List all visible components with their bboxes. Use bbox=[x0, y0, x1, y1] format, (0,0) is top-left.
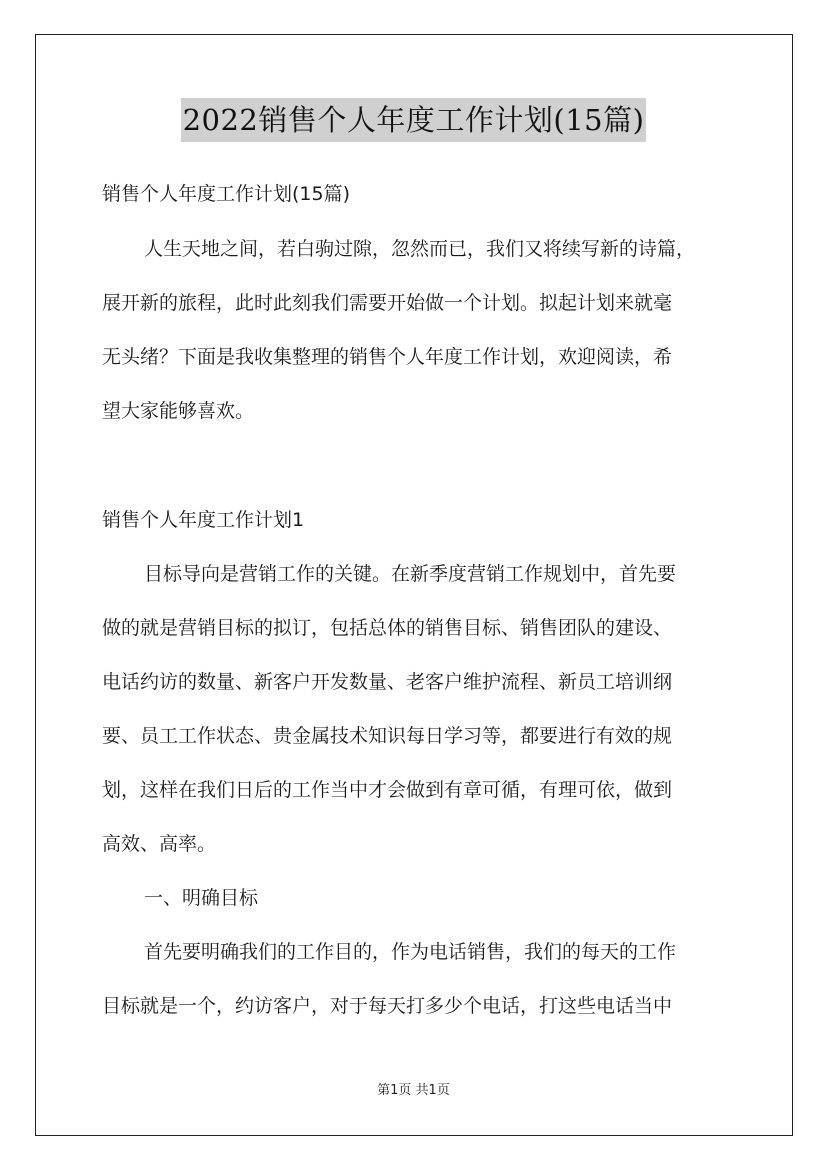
section-line-6: 高效、高率。 bbox=[102, 833, 217, 855]
document-title: 2022销售个人年度工作计划(15篇) bbox=[181, 98, 647, 142]
page-footer: 第1页 共1页 bbox=[377, 1083, 450, 1098]
section-line-3: 电话约访的数量、新客户开发数量、老客户维护流程、新员工培训纲 bbox=[102, 671, 673, 693]
document-subtitle: 销售个人年度工作计划(15篇) bbox=[102, 183, 351, 205]
section-line-4: 要、员工工作状态、贵金属技术知识每日学习等，都要进行有效的规 bbox=[102, 725, 673, 747]
intro-line-1: 人生天地之间，若白驹过隙，忽然而已，我们又将续写新的诗篇， bbox=[144, 238, 696, 260]
intro-line-3: 无头绪？下面是我收集整理的销售个人年度工作计划，欢迎阅读，希 bbox=[102, 346, 673, 368]
intro-line-4: 望大家能够喜欢。 bbox=[102, 400, 255, 422]
section-line-1: 目标导向是营销工作的关键。在新季度营销工作规划中，首先要 bbox=[144, 563, 677, 585]
section-heading: 销售个人年度工作计划1 bbox=[102, 509, 305, 531]
section-line-5: 划，这样在我们日后的工作当中才会做到有章可循，有理可依，做到 bbox=[102, 779, 673, 801]
sub-line-2: 目标就是一个，约访客户，对于每天打多少个电话，打这些电话当中 bbox=[102, 995, 673, 1017]
title-container bbox=[0, 98, 827, 142]
section-line-2: 做的就是营销目标的拟订，包括总体的销售目标、销售团队的建设、 bbox=[102, 617, 673, 639]
sub-line-1: 首先要明确我们的工作目的，作为电话销售，我们的每天的工作 bbox=[144, 941, 677, 963]
sub-heading: 一、明确目标 bbox=[144, 887, 259, 909]
intro-line-2: 展开新的旅程，此时此刻我们需要开始做一个计划。拟起计划来就毫 bbox=[102, 292, 673, 314]
